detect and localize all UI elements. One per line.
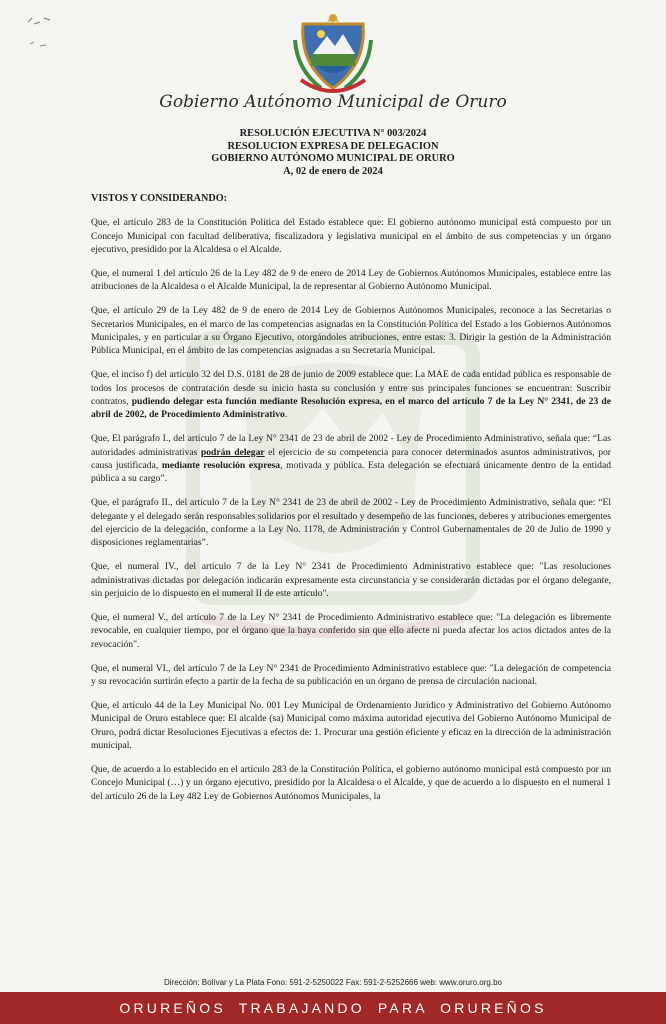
considerando-paragraph — [91, 699, 611, 753]
paragraph-text: Que, el numeral V., del artículo 7 de la Ley N° 2341 de Procedimiento Administrativo establece que: "La delegación es libremente revocable, en cualquier tiempo, por el órgano que la haya conferido sin que ello afecte ni pueda afectar los actos dictados antes de la revocación". — [91, 611, 611, 650]
footer-contact-line: Dirección: Bolívar y La Plata Fono: 591-2-5250022 Fax: 591-2-5252666 web: www.oruro.org.bo — [164, 978, 502, 987]
paragraph-text: Que, el numeral IV., del artículo 7 de la Ley N° 2341 de Procedimiento Administrativo establece que: "Las resoluciones administrativas dictadas por delegación indicarán expresamente esta circunstancia y se considerarán dictadas por el órgano delegante, sin perjuicio de lo dispuesto en el numeral II de este artículo". — [91, 561, 611, 600]
municipal-coat-of-arms-icon — [291, 10, 375, 96]
paragraph-text: Que, el artículo 44 de la Ley Municipal No. 001 Ley Municipal de Ordenamiento Jurídico y Administrativo del Gobierno Autónomo Municipal de Oruro establece que: El alcalde (sa) Municipal como máxima autoridad ejecutiva del Gobierno Autónomo Municipal de Oruro, podrá dictar Resoluciones Ejecutivas a efectos de: 1. Procurar una gestión eficiente y eficaz en la dirección de la administración municipal. — [91, 699, 611, 751]
considerando-paragraph — [91, 216, 611, 256]
section-heading: VISTOS Y CONSIDERANDO: — [91, 193, 228, 204]
considerando-paragraph — [91, 432, 611, 486]
considerando-paragraph — [91, 304, 611, 358]
resolution-title-block — [0, 128, 666, 178]
paragraph-text: . — [284, 409, 288, 421]
paragraph-text: , motivada y pública. Esta delegación se efectuará únicamente dentro de la entidad pública a su cargo”. — [91, 460, 611, 485]
resolution-body — [91, 192, 611, 813]
paragraph-text: Que, de acuerdo a lo establecido en el artículo 283 de la Constitución Política, el gobierno autónomo municipal está compuesto por un Concejo Municipal (…) y un órgano ejecutivo, presidido por la Alcaldesa o el Alcalde, y que de acuerdo a lo dispuesto en el numeral 1 del artículo 26 de la Ley 482 Ley de Gobiernos Autónomos Municipales, la — [91, 763, 611, 802]
considerando-paragraph — [91, 611, 611, 651]
resolution-number: RESOLUCIÓN EJECUTIVA N° 003/2024 — [239, 128, 427, 139]
paragraph-text: el ejercicio de su competencia para conocer determinados asuntos administrativos, por causa justificada, — [91, 446, 611, 472]
emphasis-text: pudiendo delegar esta función mediante Resolución expresa, en el marco del artículo 7 de la Ley N° 2341, de 23 de abril de 2002, de Procedimiento Administrativo — [91, 396, 611, 421]
organization-name: Gobierno Autónomo Municipal de Oruro — [159, 92, 507, 112]
underlined-emphasis-text: podrán delegar — [200, 446, 265, 458]
paragraph-text: Que, el artículo 283 de la Constitución Política del Estado establece que: El gobierno autónomo municipal está compuesto por un Concejo Municipal con facultad deliberativa, fiscalizadora y legislativa municipal en el ámbito de sus competencias y un órgano ejecutivo, presidido por la Alcaldesa o el Alcalde. — [91, 217, 611, 256]
footer-slogan-band — [0, 992, 666, 1024]
considerando-paragraph — [91, 496, 611, 550]
resolution-type: RESOLUCION EXPRESA DE DELEGACION — [227, 140, 439, 152]
paragraph-text: Que, el inciso f) del artículo 32 del D.S. 0181 de 28 de junio de 2009 establece que: La MAE de cada entidad pública es responsable de todos los procesos de contratación desde su inicio hasta su conclusión y entre sus principales funciones se encuentran: Suscribir contratos, — [91, 369, 611, 408]
paragraph-text: Que, el parágrafo II., del artículo 7 de la Ley N° 2341 de 23 de abril de 2002 - Ley de Procedimiento Administrativo, señala que: “El delegante y el delegado serán responsables solidarios por el resultado y desempeño de las funciones, deberes y atribuciones emergentes del ejercicio de la delegación, conforme a la Ley No. 1178, de Administración y Control Gubernamentales de 20 de Julio de 1990 y disposiciones reglamentarias”. — [91, 497, 611, 549]
paragraph-text: Que, el numeral VI., del artículo 7 de la Ley N° 2341 de Procedimiento Administrativo establece que: "La delegación de competencia y su revocación surtirán efecto a partir de la fecha de su publicación en un órgano de prensa de circulación nacional. — [91, 662, 611, 687]
considerando-paragraph — [91, 763, 611, 803]
scan-artifact-marks — [24, 14, 74, 54]
paragraph-text: Que, el numeral 1 del artículo 26 de la Ley 482 de 9 de enero de 2014 Ley de Gobiernos Autónomos Municipales, establece entre las atribuciones de la Alcaldesa o el Alcalde Municipal, la de representar al Gobierno Autónomo Municipal. — [91, 268, 611, 293]
paragraph-text: Que, El parágrafo I., del artículo 7 de la Ley N° 2341 de 23 de abril de 2002 - Ley de Procedimiento Administrativo, señala que: “Las autoridades administrativas — [91, 433, 611, 458]
paragraph-text: Que, el artículo 29 de la Ley 482 de 9 de enero de 2014 Ley de Gobiernos Autónomos Municipales, reconoce a las Secretarias o Secretarios Municipales, en el marco de las competencias asignadas en la Constitución Política del Estado a los Gobiernos Autónomos Municipales, y en particular a su Órgano Ejecutivo, otorgándoles atribuciones, entre estas: 3. Dirigir la gestión de la Administración Pública Municipal, en el ámbito de las competencias asignadas a su Secretaría Municipal. — [91, 305, 611, 357]
paragraph-list — [91, 216, 611, 803]
considerando-paragraph — [91, 368, 611, 422]
considerando-paragraph — [91, 267, 611, 294]
footer-slogan: ORUREÑOS TRABAJANDO PARA ORUREÑOS — [119, 1000, 547, 1016]
issuing-government: GOBIERNO AUTÓNOMO MUNICIPAL DE ORURO — [211, 153, 455, 165]
emphasis-text: mediante resolución expresa — [161, 460, 281, 472]
considerando-paragraph — [91, 662, 611, 689]
resolution-date: A, 02 de enero de 2024 — [283, 165, 383, 177]
considerando-paragraph — [91, 560, 611, 600]
